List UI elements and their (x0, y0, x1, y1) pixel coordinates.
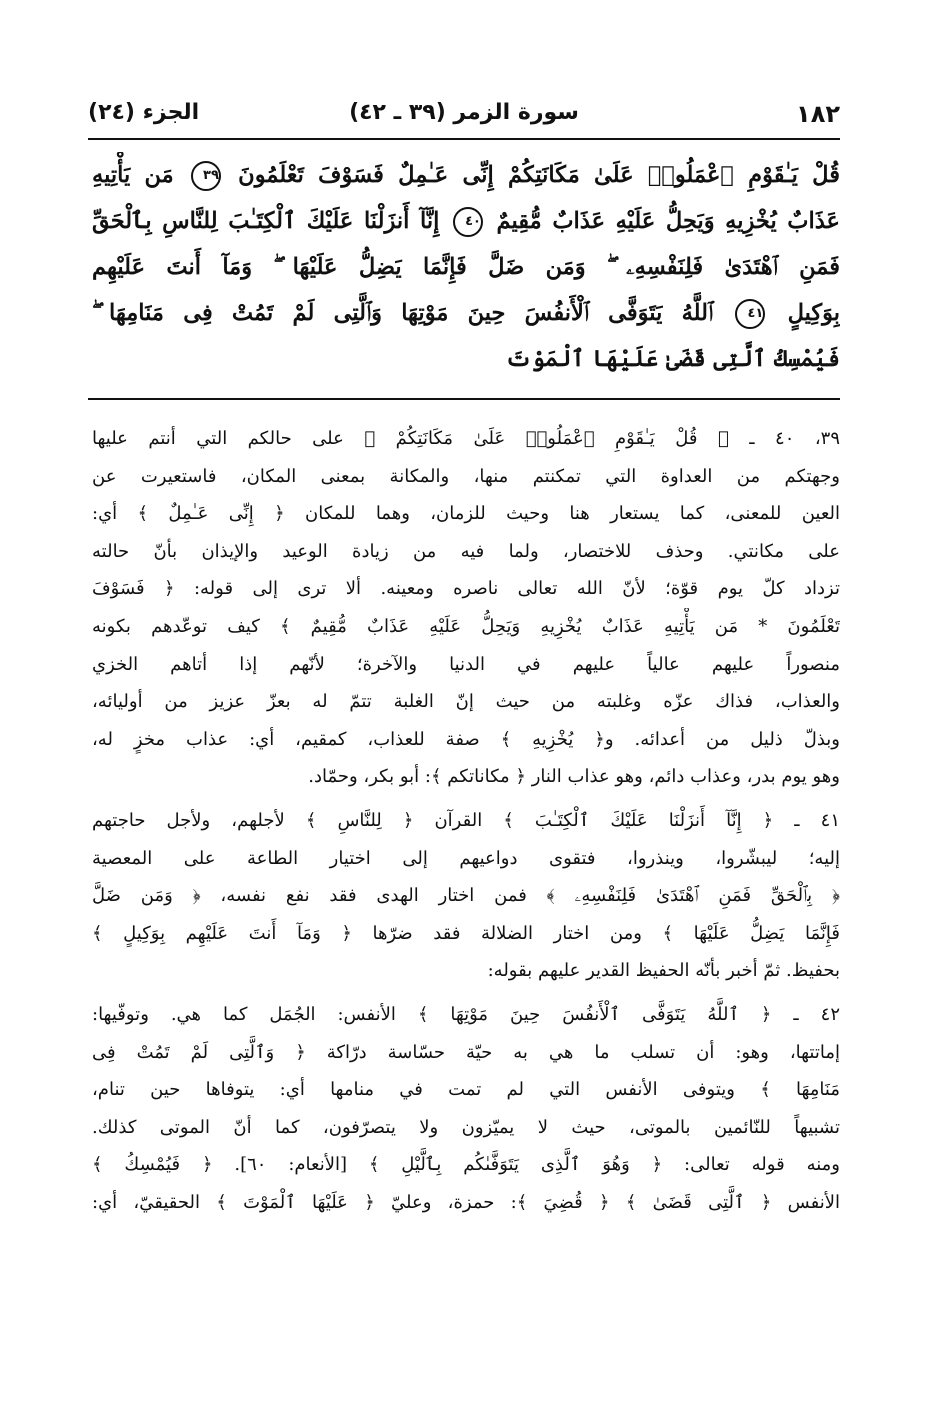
commentary-line: ومنه قوله تعالى: ﴿ وَهُوَ ٱلَّذِى يَتَوَفَّىٰكُم بِٱلَّيْلِ ﴾ [الأنعام: ٦٠]. ﴿ فَيُمْسِكُ ﴾ (92, 1154, 840, 1176)
verse-number-marker: ٤١ (735, 299, 765, 329)
commentary-body (92, 420, 840, 1221)
part-label: الجزء (٢٤) (88, 100, 200, 125)
verse-text-continued: ٱللَّهُ يَتَوَفَّى ٱلْأَنفُسَ حِينَ مَوْتِهَا وَٱلَّتِى لَمْ تَمُتْ فِى مَنَامِهَا ۖ (92, 300, 714, 326)
verse-line (92, 290, 840, 336)
commentary-line: تشبيهاً للنّائمين بالموتى، حيث لا يميّزون ولا يتصرّفون، كما أنّ الموتى كذلك. (92, 1116, 840, 1138)
commentary-line: بحفيظ. ثمّ أخبر بأنّه الحفيظ القدير عليهم بقوله: (487, 960, 840, 982)
verse-text: عَذَابٌ يُخْزِيهِ وَيَحِلُّ عَلَيْهِ عَذَابٌ مُّقِيمٌ (496, 208, 840, 234)
commentary-line: مَنَامِهَا ﴾ ويتوفى الأنفس التي لم تمت في منامها أي: يتوفاها حين تنام، (92, 1079, 840, 1101)
commentary-line: إليه؛ ليبشّروا، وينذروا، فتقوى دواعيهم إلى اختيار الطاعة على المعصية (92, 847, 840, 869)
verse-line (92, 152, 840, 198)
commentary-line: تَعْلَمُونَ * مَن يَأْتِيهِ عَذَابٌ يُخْزِيهِ وَيَحِلُّ عَلَيْهِ عَذَابٌ مُّقِيمٌ ﴾ كيف توعّدهم بكونه (92, 615, 840, 637)
verse-line (92, 244, 840, 290)
commentary-line: الأنفس ﴿ ٱلَّتِى قَضَىٰ ﴾ ﴿ قُضِيَ ﴾: حمزة، وعليّ ﴿ عَلَيْهَا ٱلْمَوْتَ ﴾ الحقيقيّ، أي: (92, 1191, 840, 1213)
commentary-line: ﴿ بِٱلْحَقِّ فَمَنِ ٱهْتَدَىٰ فَلِنَفْسِهِۦ ﴾ فمن اختار الهدى فقد نفع نفسه، ﴿ وَمَن ضَلَّ (92, 885, 840, 907)
commentary-line: والعذاب، فذاك عزّه وغلبته من حيث إنّ الغلبة تتمّ له بعزّ عزيز من أوليائه، (92, 691, 840, 713)
commentary-line: ٤٢ ـ ﴿ ٱللَّهُ يَتَوَفَّى ٱلْأَنفُسَ حِينَ مَوْتِهَا ﴾ الأنفس: الجُمَل كما هي. وتوفّيها: (92, 1003, 840, 1025)
commentary-line: منصوراً عليهم عالياً عليهم في الدنيا والآخرة؛ لأنّهم إذا أتاهم الخزي (92, 653, 840, 675)
verse-line (92, 198, 840, 244)
verse-text: بِوَكِيلٍ (787, 300, 840, 326)
header-divider (88, 138, 840, 140)
commentary-line: تزداد كلّ يوم قوّة؛ لأنّ الله تعالى ناصره ومعينه. ألا ترى إلى قوله: ﴿ فَسَوْفَ (92, 578, 840, 600)
page-number: ١٨٢ (796, 100, 840, 128)
commentary-paragraph (92, 420, 840, 796)
verse-text-continued: مَن يَأْتِيهِ (92, 162, 174, 188)
commentary-line: وهو يوم بدر، وعذاب دائم، وهو عذاب النار ﴿ مكاناتكم ﴾: أبو بكر، وحمّاد. (308, 766, 840, 788)
commentary-line: ٣٩، ٤٠ ـ ﴿ قُلْ يَـٰقَوْمِ ٱعْمَلُوا۟ عَلَىٰ مَكَانَتِكُمْ ﴾ على حالكم التي أنتم عليها (92, 428, 840, 449)
commentary-line: العين للمعنى، كما يستعار هنا وحيث للزمان، وهما للمكان ﴿ إِنِّى عَـٰمِلٌ ﴾ أي: (92, 503, 840, 525)
commentary-paragraph (92, 802, 840, 990)
verse-text-continued: إِنَّآ أَنزَلْنَا عَلَيْكَ ٱلْكِتَـٰبَ لِلنَّاسِ بِٱلْحَقِّ (92, 208, 440, 234)
verse-number-marker: ٣٩ (191, 161, 221, 191)
commentary-line: فَإِنَّمَا يَضِلُّ عَلَيْهَا ﴾ ومن اختار الضلالة فقد ضرّها ﴿ وَمَآ أَنتَ عَلَيْهِم بِوَكِيلٍ ﴾ (92, 922, 840, 944)
verse-text: فَيُمْسِكُ ٱلَّتِى قَضَىٰ عَلَيْهَا ٱلْمَوْتَ (505, 346, 840, 372)
commentary-line: وجهتكم من العداوة التي تمكنتم منها، والمكانة بمعنى المكان، فاستعيرت عن (92, 465, 840, 487)
verse-text: فَمَنِ ٱهْتَدَىٰ فَلِنَفْسِهِۦ ۖ وَمَن ضَلَّ فَإِنَّمَا يَضِلُّ عَلَيْهَا ۖ وَمَآ أَنتَ عَلَيْهِم (92, 254, 840, 280)
commentary-paragraph (92, 996, 840, 1222)
verse-divider (88, 398, 840, 400)
page-header (88, 96, 840, 136)
commentary-line: إماتتها، وهو: أن تسلب ما هي به حيّة حسّاسة درّاكة ﴿ وَٱلَّتِى لَمْ تَمُتْ فِى (92, 1041, 840, 1063)
verse-number-marker: ٤٠ (453, 207, 483, 237)
surah-title: سورة الزمر (٣٩ ـ ٤٢) (349, 100, 579, 125)
commentary-line: ٤١ ـ ﴿ إِنَّآ أَنزَلْنَا عَلَيْكَ ٱلْكِتَـٰبَ ﴾ القرآن ﴿ لِلنَّاسِ ﴾ لأجلهم، ولأجل حاجتهم (92, 809, 840, 831)
verse-text: قُلْ يَـٰقَوْمِ ٱعْمَلُوا۟ عَلَىٰ مَكَانَتِكُمْ إِنِّى عَـٰمِلٌ فَسَوْفَ تَعْلَمُونَ (238, 162, 840, 188)
commentary-line: على مكانتي. وحذف للاختصار، ولما فيه من زيادة الوعيد والإيذان بأنّ حالته (92, 540, 840, 562)
verse-line (92, 336, 840, 382)
commentary-line: وبذلّ ذليل من أعدائه. و﴿ يُخْزِيهِ ﴾ صفة للعذاب، كمقيم، أي: عذاب مخزٍ له، (92, 728, 840, 750)
verse-block (92, 152, 840, 392)
